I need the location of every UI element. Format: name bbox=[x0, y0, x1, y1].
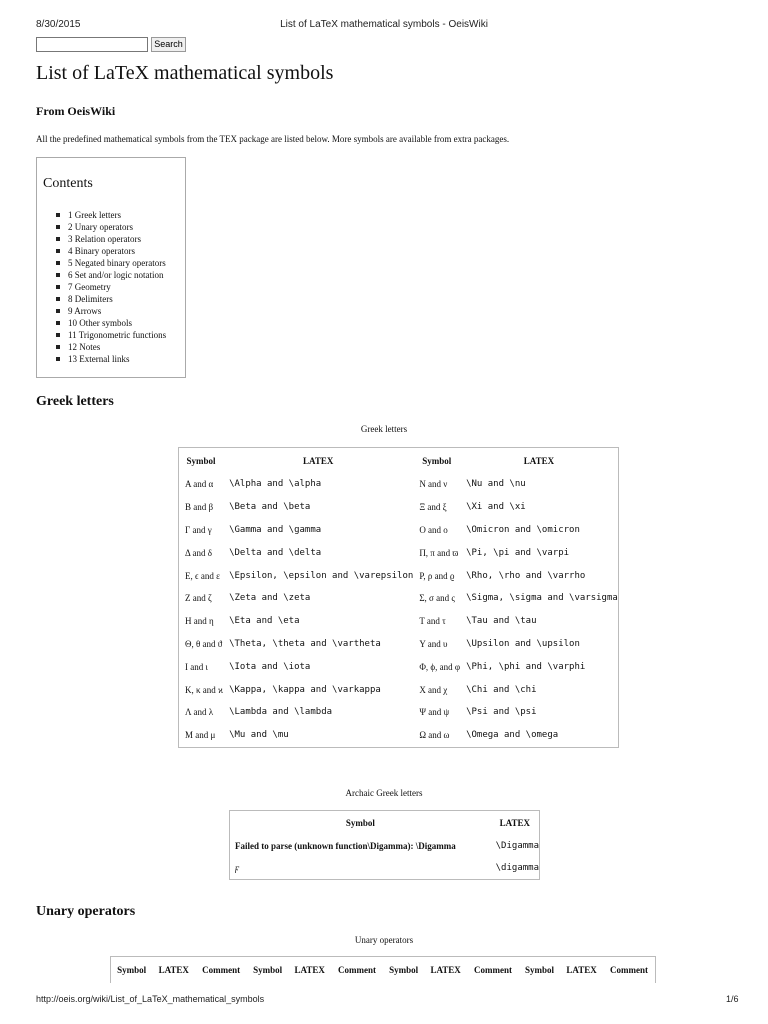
latex-cell: \Pi, \pi and \varpi bbox=[466, 547, 570, 558]
latex-cell: \Mu and \mu bbox=[229, 730, 289, 741]
symbol-cell: Ψ and ψ bbox=[419, 707, 450, 718]
symbol-cell: Θ, θ and ϑ bbox=[185, 638, 223, 649]
latex-cell: \Epsilon, \epsilon and \varepsilon bbox=[229, 570, 414, 581]
latex-cell: \Chi and \chi bbox=[466, 684, 537, 695]
symbol-cell: Ε, ϵ and ε bbox=[185, 570, 220, 581]
toc-item[interactable]: 8 Delimiters bbox=[56, 293, 166, 305]
column-header: Comment bbox=[609, 965, 648, 975]
table-row bbox=[179, 473, 619, 496]
toc-item[interactable]: 2 Unary operators bbox=[56, 221, 166, 233]
latex-cell: \Delta and \delta bbox=[229, 547, 322, 558]
symbol-cell: Α and α bbox=[185, 479, 214, 490]
latex-cell: \Kappa, \kappa and \varkappa bbox=[229, 684, 381, 695]
latex-cell: \Lambda and \lambda bbox=[229, 707, 333, 718]
symbol-cell: Τ and τ bbox=[419, 616, 446, 627]
column-header: Symbol bbox=[253, 965, 283, 975]
unary-caption: Unary operators bbox=[354, 935, 414, 945]
symbol-cell: Λ and λ bbox=[185, 707, 214, 718]
column-header: LATEX bbox=[303, 455, 334, 466]
footer-url: http://oeis.org/wiki/List_of_LaTeX_mathematical_symbols bbox=[36, 994, 265, 1004]
symbol-cell: Γ and γ bbox=[185, 524, 212, 535]
symbol-cell: Π, π and ϖ bbox=[419, 547, 459, 558]
latex-cell: \Upsilon and \upsilon bbox=[466, 638, 580, 649]
search-input[interactable] bbox=[36, 37, 148, 52]
footer-page: 1/6 bbox=[726, 994, 739, 1004]
table-row bbox=[179, 541, 619, 564]
column-header: LATEX bbox=[158, 965, 189, 975]
symbol-cell: Μ and μ bbox=[185, 730, 216, 741]
latex-cell: \Psi and \psi bbox=[466, 707, 537, 718]
table-of-contents bbox=[36, 157, 186, 378]
toc-item[interactable]: 7 Geometry bbox=[56, 281, 166, 293]
column-header: Symbol bbox=[525, 965, 555, 975]
latex-cell: \digamma bbox=[495, 863, 539, 873]
table-row bbox=[179, 587, 619, 610]
archaic-greek-table bbox=[229, 810, 540, 880]
print-date: 8/30/2015 bbox=[36, 19, 81, 30]
latex-cell: \Omega and \omega bbox=[466, 730, 559, 741]
toc-item[interactable]: 5 Negated binary operators bbox=[56, 257, 166, 269]
column-header: Symbol bbox=[117, 965, 147, 975]
toc-item[interactable]: 9 Arrows bbox=[56, 305, 166, 317]
toc-item[interactable]: 13 External links bbox=[56, 353, 166, 365]
symbol-cell: Δ and δ bbox=[185, 547, 213, 558]
toc-item[interactable]: 10 Other symbols bbox=[56, 317, 166, 329]
toc-item[interactable]: 4 Binary operators bbox=[56, 245, 166, 257]
table-row bbox=[179, 610, 619, 633]
search-button[interactable]: Search bbox=[151, 37, 186, 52]
column-header: Comment bbox=[473, 965, 512, 975]
latex-cell: \Alpha and \alpha bbox=[229, 479, 322, 490]
column-header: LATEX bbox=[499, 818, 530, 828]
toc-list bbox=[56, 209, 166, 365]
latex-cell: \Omicron and \omicron bbox=[466, 524, 580, 535]
latex-cell: \Rho, \rho and \varrho bbox=[466, 570, 586, 581]
latex-cell: \Zeta and \zeta bbox=[229, 593, 311, 604]
column-header: Symbol bbox=[389, 965, 419, 975]
table-row bbox=[179, 678, 619, 701]
symbol-cell: Ο and ο bbox=[419, 524, 448, 535]
toc-item[interactable]: 12 Notes bbox=[56, 341, 166, 353]
greek-caption: Greek letters bbox=[360, 424, 408, 434]
intro-text: All the predefined mathematical symbols from the TEX package are listed below. More symbols are available from extra packages. bbox=[36, 134, 510, 144]
latex-cell: \Theta, \theta and \vartheta bbox=[229, 638, 381, 649]
column-header: Symbol bbox=[345, 818, 375, 828]
table-row bbox=[179, 564, 619, 587]
symbol-cell: Failed to parse (unknown function\Digamma): \Digamma bbox=[235, 841, 456, 851]
page-title: List of LaTeX mathematical symbols bbox=[36, 62, 334, 84]
toc-item[interactable]: 3 Relation operators bbox=[56, 233, 166, 245]
greek-letters-heading: Greek letters bbox=[36, 394, 114, 409]
column-header: Symbol bbox=[186, 455, 216, 466]
toc-title: Contents bbox=[43, 176, 93, 191]
column-header: LATEX bbox=[566, 965, 597, 975]
column-header: LATEX bbox=[430, 965, 461, 975]
from-line: From OeisWiki bbox=[36, 104, 116, 118]
symbol-cell: Χ and χ bbox=[419, 684, 448, 695]
unary-operators-heading: Unary operators bbox=[36, 904, 136, 919]
symbol-cell: Ω and ω bbox=[419, 730, 450, 741]
symbol-cell: ϝ bbox=[235, 863, 240, 873]
latex-cell: \Beta and \beta bbox=[229, 502, 311, 513]
latex-cell: \Tau and \tau bbox=[466, 616, 537, 627]
latex-cell: \Digamma bbox=[495, 841, 539, 851]
symbol-cell: Ξ and ξ bbox=[419, 502, 447, 513]
symbol-cell: Ι and ι bbox=[185, 661, 208, 672]
toc-item[interactable]: 6 Set and/or logic notation bbox=[56, 269, 166, 281]
symbol-cell: Ν and ν bbox=[419, 479, 448, 490]
column-header: Symbol bbox=[422, 455, 452, 466]
archaic-caption: Archaic Greek letters bbox=[345, 788, 423, 798]
latex-cell: \Sigma, \sigma and \varsigma bbox=[466, 593, 618, 604]
symbol-cell: Υ and υ bbox=[419, 638, 448, 649]
latex-cell: \Phi, \phi and \varphi bbox=[466, 661, 586, 672]
symbol-cell: Β and β bbox=[185, 502, 214, 513]
symbol-cell: Ζ and ζ bbox=[185, 593, 212, 604]
latex-cell: \Eta and \eta bbox=[229, 616, 300, 627]
column-header: Comment bbox=[338, 965, 377, 975]
latex-cell: \Nu and \nu bbox=[466, 479, 526, 490]
table-row bbox=[179, 724, 619, 747]
toc-item[interactable]: 1 Greek letters bbox=[56, 209, 166, 221]
latex-cell: \Gamma and \gamma bbox=[229, 524, 322, 535]
table-row bbox=[230, 835, 540, 857]
symbol-cell: Σ, σ and ς bbox=[419, 593, 455, 604]
table-row bbox=[179, 519, 619, 542]
print-title: List of LaTeX mathematical symbols - OeisWiki bbox=[280, 19, 488, 30]
table-row bbox=[179, 655, 619, 678]
symbol-cell: Κ, κ and ϰ bbox=[185, 684, 224, 695]
greek-letters-table bbox=[178, 447, 619, 748]
table-row bbox=[179, 701, 619, 724]
symbol-cell: Η and η bbox=[185, 616, 214, 627]
toc-item[interactable]: 11 Trigonometric functions bbox=[56, 329, 166, 341]
latex-cell: \Xi and \xi bbox=[466, 502, 526, 513]
table-row bbox=[179, 496, 619, 519]
column-header: LATEX bbox=[294, 965, 325, 975]
column-header: LATEX bbox=[523, 455, 555, 466]
symbol-cell: Ρ, ρ and ϱ bbox=[419, 570, 455, 581]
unary-operators-table bbox=[110, 956, 656, 983]
table-row bbox=[230, 857, 540, 880]
latex-cell: \Iota and \iota bbox=[229, 661, 311, 672]
table-row bbox=[179, 633, 619, 656]
column-header: Comment bbox=[202, 965, 241, 975]
symbol-cell: Φ, ϕ, and φ bbox=[419, 661, 461, 672]
